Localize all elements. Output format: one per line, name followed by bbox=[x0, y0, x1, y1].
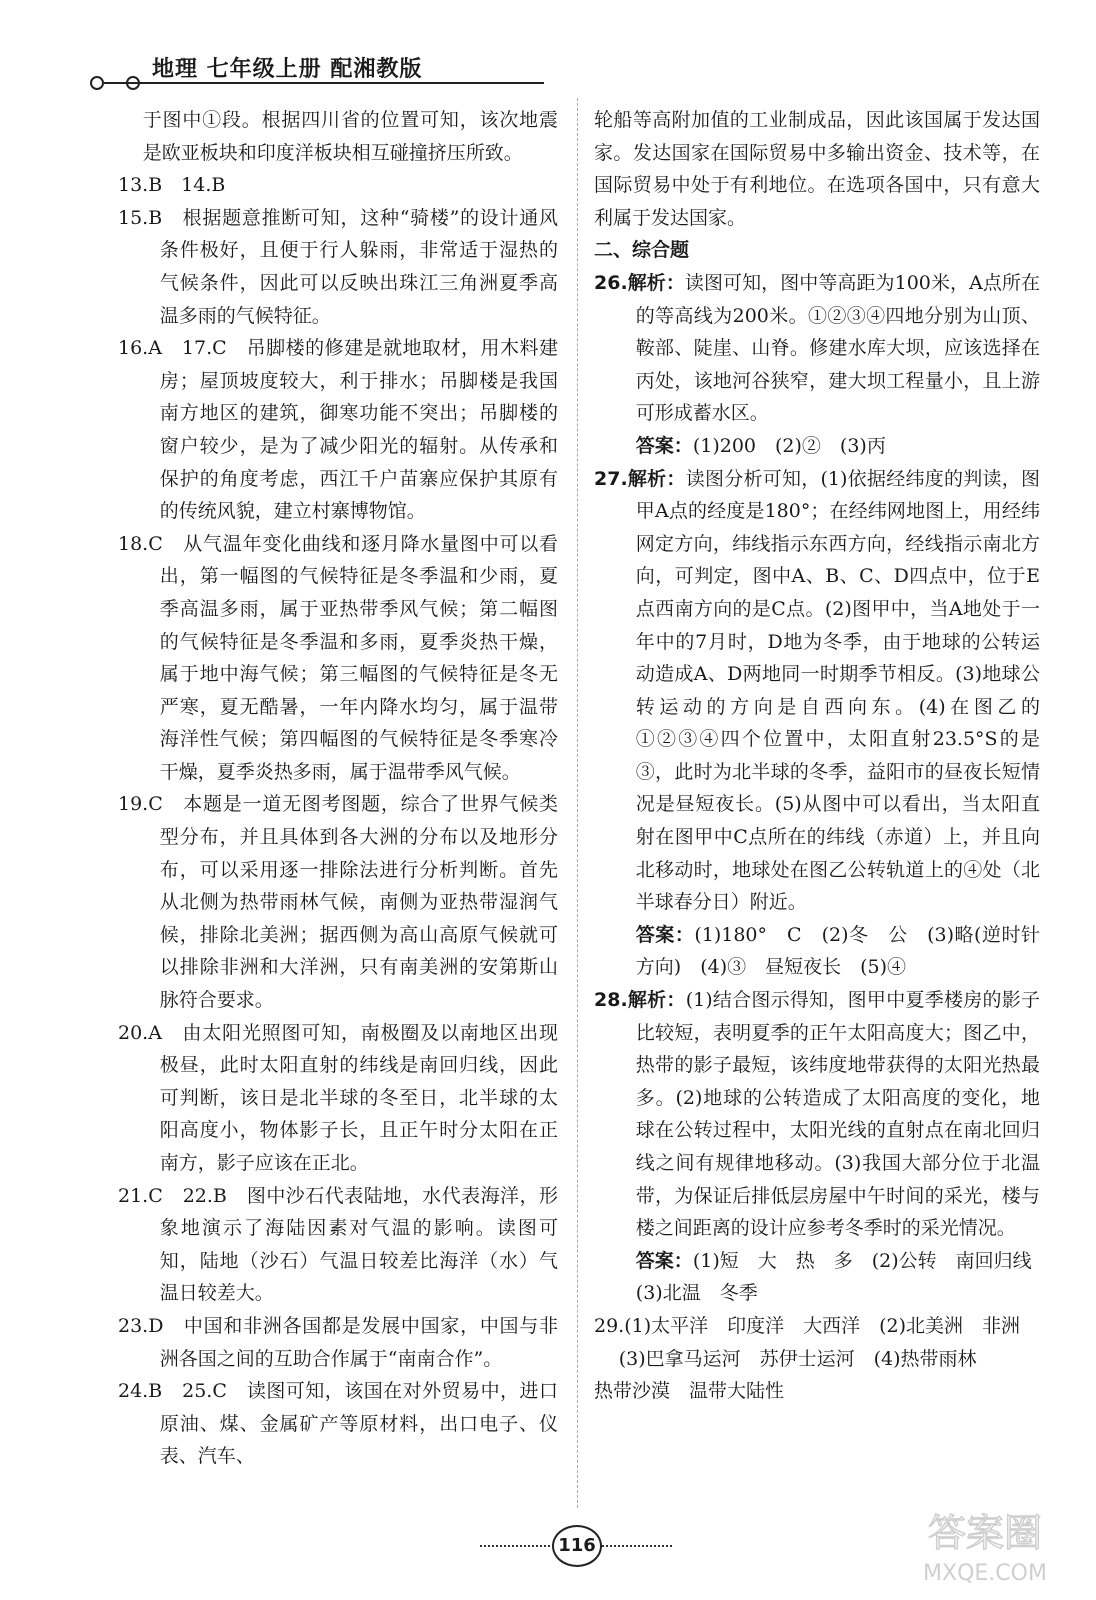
watermark-text-url: MXQE.COM bbox=[923, 1561, 1047, 1586]
answer-28 bbox=[594, 984, 1040, 1245]
answer-label: 答案： bbox=[635, 1249, 693, 1272]
watermark-logo bbox=[905, 1500, 1065, 1590]
analysis-text: 读图可知，图中等高距为100米，A点所在的等高线为200米。①②③④四地分别为山顶、鞍部、陡崖、山脊。修建水库大坝，应该选择在丙处，该地河谷狭窄，建大坝工程量小，且上游可形成蓄水区。 bbox=[635, 271, 1040, 425]
answer-28-key bbox=[594, 1245, 1040, 1278]
answer-29-line-2: (3)巴拿马运河 苏伊士运河 (4)热带雨林 bbox=[618, 1347, 977, 1370]
watermark-text-cn: 答案圈 bbox=[927, 1511, 1043, 1555]
answer-28-key-cont: (3)北温 冬季 bbox=[635, 1282, 758, 1305]
answer-25-continuation: 轮船等高附加值的工业制成品，因此该国属于发达国家。发达国家在国际贸易中多输出资金、技术等，在国际贸易中处于有利地位。在选项各国中，只有意大利属于发达国家。 bbox=[594, 109, 1040, 229]
footer-dots-right bbox=[602, 1545, 672, 1547]
column-divider bbox=[577, 98, 578, 1508]
right-column bbox=[594, 104, 1040, 1408]
page-number: 116 bbox=[552, 1525, 602, 1567]
answer-19: 19.C 本题是一道无图考图题，综合了世界气候类型分布，并且具体到各大洲的分布以及地形分布，可以采用逐一排除法进行分析判断。首先从北侧为热带雨林气候，南侧为亚热带湿润气候，排除北美洲；据西侧为高山高原气候就可以排除非洲和大洋洲，只有南美洲的安第斯山脉符合要求。 bbox=[118, 793, 558, 1012]
answer-text: (1)180° C (2)冬 公 (3)略(逆时针方向) (4)③ 昼短夜长 (5)④ bbox=[635, 923, 1040, 979]
header-ornament-dot-left bbox=[90, 76, 104, 90]
answer-23: 23.D 中国和非洲各国都是发展中国家，中国与非洲各国之间的互助合作属于“南南合作”。 bbox=[118, 1314, 558, 1370]
answer-13-14: 13.B 14.B bbox=[118, 174, 226, 197]
answer-27-key bbox=[594, 919, 1040, 984]
analysis-label: 27.解析： bbox=[594, 467, 686, 490]
footer-dots-left bbox=[480, 1545, 550, 1547]
answer-label: 答案： bbox=[635, 923, 695, 946]
answer-12-continuation: 于图中①段。根据四川省的位置可知，该次地震是欧亚板块和印度洋板块相互碰撞挤压所致。 bbox=[142, 109, 558, 164]
analysis-text: (1)结合图示得知，图甲中夏季楼房的影子比较短，表明夏季的正午太阳高度大；图乙中，热带的影子最短，该纬度地带获得的太阳光热最多。(2)地球的公转造成了太阳高度的变化，地球在公转过程中，太阳光线的直射点在南北回归线之间有规律地移动。(3)我国大部分位于北温带，为保证后排低层房屋中午时间的采光，楼与楼之间距离的设计应参考冬季时的采光情况。 bbox=[635, 989, 1040, 1240]
book-title: 地理 七年级上册 配湘教版 bbox=[152, 57, 423, 82]
answer-15: 15.B 根据题意推断可知，这种“骑楼”的设计通风条件极好，且便于行人躲雨，非常适于湿热的气候条件，因此可以反映出珠江三角洲夏季高温多雨的气候特征。 bbox=[118, 206, 558, 327]
answer-20: 20.A 由太阳光照图可知，南极圈及以南地区出现极昼，此时太阳直射的纬线是南回归线，因此可判断，该日是北半球的冬至日，北半球的太阳高度小，物体影子长，且正午时分太阳在正南方，影子应该在正北。 bbox=[118, 1021, 558, 1174]
analysis-label: 28.解析： bbox=[594, 989, 686, 1012]
page-footer bbox=[480, 1525, 720, 1565]
answer-21-22: 21.C 22.B 图中沙石代表陆地，水代表海洋，形象地演示了海陆因素对气温的影响。读图可知，陆地（沙石）气温日较差比海洋（水）气温日较差大。 bbox=[118, 1184, 558, 1305]
answer-26-key bbox=[594, 430, 1040, 463]
left-column bbox=[118, 104, 558, 1473]
page-header bbox=[90, 52, 570, 98]
answer-18: 18.C 从气温年变化曲线和逐月降水量图中可以看出，第一幅图的气候特征是冬季温和少雨，夏季高温多雨，属于亚热带季风气候；第二幅图的气候特征是冬季温和多雨，夏季炎热干燥，属于地中海气候；第三幅图的气候特征是冬无严寒，夏无酷暑，一年内降水均匀，属于温带海洋性气候；第四幅图的气候特征是冬季寒冷干燥，夏季炎热多雨，属于温带季风气候。 bbox=[118, 532, 558, 783]
answer-29-line-3: 热带沙漠 温带大陆性 bbox=[594, 1380, 785, 1403]
analysis-label: 26.解析： bbox=[594, 271, 685, 294]
analysis-text: 读图分析可知，(1)依据经纬度的判读，图甲A点的经度是180°；在经纬网地图上，用经纬网定方向，纬线指示东西方向，经线指示南北方向，可判定，图中A、B、C、D四点中，位于E点西南方向的是C点。(2)图甲中，当A地处于一年中的7月时，D地为冬季，由于地球的公转运动造成A、D两地同一时期季节相反。(3)地球公转运动的方向是自西向东。(4)在图乙的①②③④四个位置中，太阳直射23.5°S的是③，此时为北半球的冬季，益阳市的昼夜长短情况是昼短夜长。(5)从图中可以看出，当太阳直射在图甲中C点所在的纬线（赤道）上，并且向北移动时，地球处在图乙公转轨道上的④处（北半球春分日）附近。 bbox=[635, 467, 1040, 914]
answer-27 bbox=[594, 463, 1040, 919]
answer-24-25: 24.B 25.C 读图可知，该国在对外贸易中，进口原油、煤、金属矿产等原材料，出口电子、仪表、汽车、 bbox=[118, 1380, 558, 1468]
answer-29-line-1: 29.(1)太平洋 印度洋 大西洋 (2)北美洲 非洲 bbox=[594, 1314, 1021, 1337]
answer-text: (1)200 (2)② (3)丙 bbox=[692, 434, 886, 457]
answer-16-17: 16.A 17.C 吊脚楼的修建是就地取材，用木料建房；屋顶坡度较大，利于排水；吊脚楼是我国南方地区的建筑，御寒功能不突出；吊脚楼的窗户较少，是为了减少阳光的辐射。从传承和保护的角度考虑，西江千户苗寨应保护其原有的传统风貌，建立村寨博物馆。 bbox=[118, 337, 558, 523]
answer-label: 答案： bbox=[635, 434, 693, 457]
answer-text: (1)短 大 热 多 (2)公转 南回归线 bbox=[692, 1249, 1032, 1272]
answer-26 bbox=[594, 267, 1040, 430]
section-title: 二、综合题 bbox=[594, 239, 690, 262]
